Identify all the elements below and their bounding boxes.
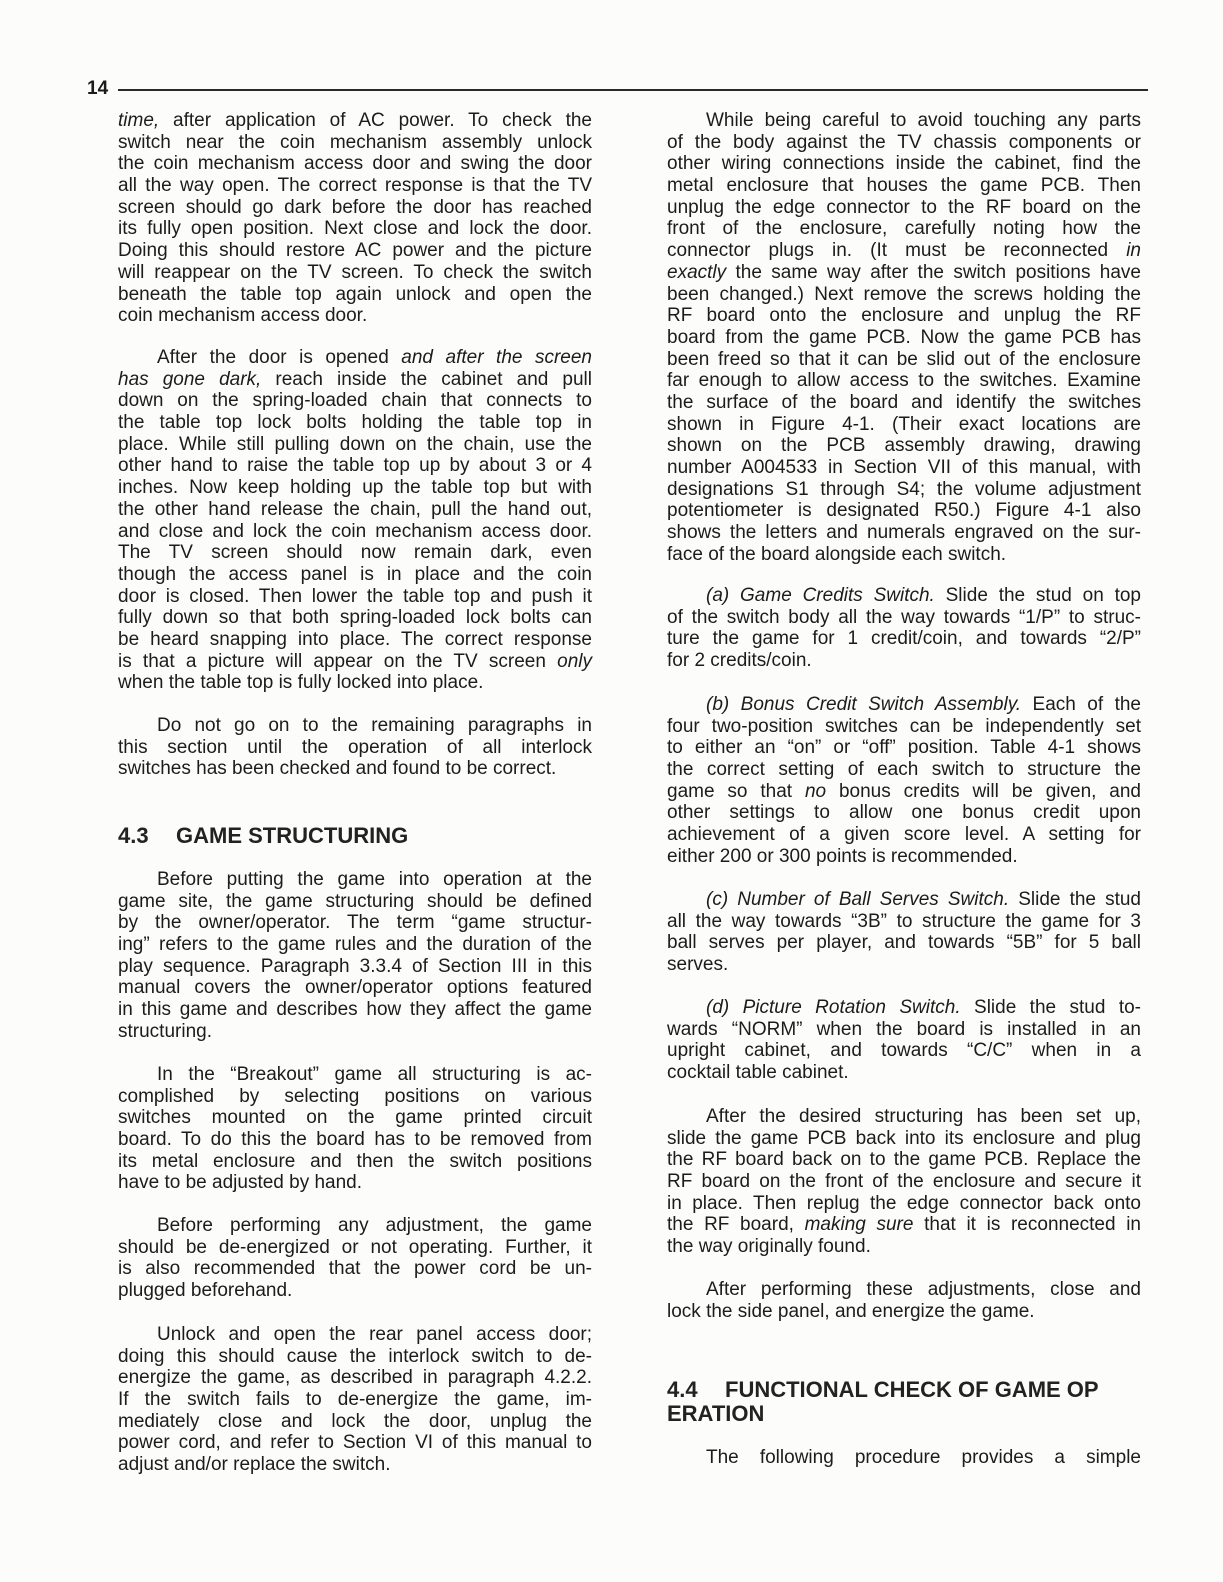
text-line: its metal enclosure and then the switch positions — [118, 1150, 592, 1172]
paragraph — [667, 889, 1141, 976]
text-line: have to be adjusted by hand. — [118, 1172, 363, 1194]
text-line: coin mechanism access door. — [118, 305, 368, 327]
text-line: While being careful to avoid touching any parts — [706, 110, 1141, 131]
text-line: achievement of a given score level. A setting for — [667, 824, 1141, 846]
text-line: number A004533 in Section VII of this manual, with — [667, 457, 1141, 478]
text-line: board from the game PCB. Now the game PCB has — [667, 326, 1141, 348]
text-line: for 2 credits/coin. — [667, 650, 812, 672]
text-line: ball serves per player, and towards “5B” for 5 ball — [667, 932, 1141, 954]
paragraph — [118, 869, 592, 1043]
text-line: when the table top is fully locked into place. — [118, 672, 484, 694]
text-line: If the switch fails to de-energize the game, im- — [118, 1389, 592, 1411]
text-line: shown in Figure 4-1. (Their exact locations are — [667, 413, 1141, 435]
text-line: cocktail table cabinet. — [667, 1062, 849, 1084]
text-line: will reappear on the TV screen. To check the switch — [118, 261, 592, 283]
text-line: other wiring connections inside the cabinet, find the — [667, 153, 1141, 175]
text-line: the way originally found. — [667, 1236, 871, 1258]
text-line: to either an “on” or “off” position. Table 4-1 shows — [667, 737, 1141, 759]
paragraph — [118, 1324, 592, 1476]
emphasis: in — [1126, 240, 1141, 262]
text-line: designations S1 through S4; the volume adjustment — [667, 478, 1141, 500]
text-line: Before performing any adjustment, the game — [157, 1215, 592, 1236]
text-line: doing this should cause the interlock switch to de- — [118, 1345, 592, 1367]
text-line: After the desired structuring has been set up, — [706, 1106, 1141, 1127]
text-line: and close and lock the coin mechanism access door. — [118, 520, 592, 542]
text-line: exactly the same way after the switch positions have — [667, 261, 1141, 283]
text-line: (d) Picture Rotation Switch. Slide the stud to- — [706, 997, 1141, 1018]
text-line: other hand to raise the table top up by about 3 or 4 — [118, 455, 592, 477]
emphasis: (a) Game Credits Switch. — [706, 585, 935, 606]
text-line: manual covers the owner/operator options featured — [118, 977, 592, 999]
text-line: play sequence. Paragraph 3.3.4 of Section III in this — [118, 955, 592, 977]
text-line: its fully open position. Next close and lock the door. — [118, 218, 592, 240]
paragraph — [118, 347, 592, 694]
text-line: is that a picture will appear on the TV screen only — [118, 650, 592, 672]
text-line: door is closed. Then lower the table top and push it — [118, 585, 592, 607]
text-line: Before putting the game into operation at the — [157, 869, 592, 890]
paragraph — [118, 1215, 592, 1302]
text-line: RF board on the front of the enclosure and secure it — [667, 1171, 1141, 1193]
text-line: either 200 or 300 points is recommended. — [667, 845, 1018, 867]
text-line: far enough to allow access to the switches. Examine — [667, 370, 1141, 392]
text-line: be heard snapping into place. The correct response — [118, 628, 592, 650]
paragraph — [118, 1064, 592, 1194]
text-line: mediately close and lock the door, unplug the — [118, 1410, 592, 1432]
text-line: Unlock and open the rear panel access door; — [157, 1324, 592, 1345]
text-line: of the switch body all the way towards “1/P” to struc- — [667, 606, 1141, 628]
text-line: game so that no bonus credits will be given, and — [667, 780, 1142, 802]
text-line: though the access panel is in place and the coin — [118, 563, 592, 585]
text-line: ture the game for 1 credit/coin, and towards “2/P” — [667, 628, 1141, 650]
paragraph — [667, 585, 1141, 672]
text-line: the correct setting of each switch to structure the — [667, 759, 1141, 781]
text-line: been changed.) Next remove the screws holding the — [667, 283, 1141, 305]
text-line: the table top lock bolts holding the table top in — [118, 412, 592, 434]
paragraph — [667, 997, 1141, 1084]
text-line: After the door is opened and after the screen — [157, 347, 592, 368]
text-line: Doing this should restore AC power and the picture — [118, 240, 592, 262]
text-line: metal enclosure that houses the game PCB. Then — [667, 175, 1141, 197]
text-line: other settings to allow one bonus credit upon — [667, 802, 1141, 824]
text-line: place. While still pulling down on the chain, use the — [118, 433, 592, 455]
text-line: (c) Number of Ball Serves Switch. Slide the stud — [706, 889, 1141, 910]
text-line: switches mounted on the game printed circuit — [118, 1107, 592, 1129]
text-line: the RF board back on to the game PCB. Replace the — [667, 1149, 1141, 1171]
text-line: game site, the game structuring should be defined — [118, 890, 592, 912]
section-title-continued: ERATION — [667, 1401, 765, 1426]
paragraph — [667, 1279, 1141, 1322]
text-line: time, after application of AC power. To check the — [118, 110, 592, 131]
text-line: the RF board, making sure that it is reconnected in — [667, 1214, 1141, 1236]
emphasis: only — [557, 650, 592, 672]
text-line: shows the letters and numerals engraved on the sur- — [667, 522, 1141, 544]
paragraph — [667, 1106, 1141, 1258]
text-line: the other hand release the chain, pull the hand out, — [118, 498, 592, 520]
text-line: switch near the coin mechanism assembly unlock — [118, 131, 592, 153]
text-line: unplug the edge connector to the RF board on the — [667, 196, 1141, 218]
text-line: plugged beforehand. — [118, 1280, 293, 1302]
text-line: structuring. — [118, 1020, 212, 1042]
text-line: is also recommended that the power cord be un- — [118, 1258, 592, 1280]
text-line: energize the game, as described in paragraph 4.2.2. — [118, 1367, 592, 1389]
text-line: adjust and/or replace the switch. — [118, 1454, 391, 1476]
section-heading-4-4 — [667, 1378, 1099, 1426]
text-line: four two-position switches can be independently set — [667, 715, 1141, 737]
text-line: fully down so that both spring-loaded lock bolts can — [118, 607, 592, 629]
text-line: serves. — [667, 954, 729, 976]
text-line: this section until the operation of all interlock — [118, 736, 592, 758]
paragraph — [667, 694, 1141, 868]
text-line: (a) Game Credits Switch. Slide the stud on top — [706, 585, 1141, 606]
emphasis: and after the screen — [401, 347, 592, 368]
text-line: connector plugs in. (It must be reconnected in — [667, 240, 1141, 262]
text-line: complished by selecting positions on various — [118, 1085, 592, 1107]
text-line: the coin mechanism access door and swing the door — [118, 153, 592, 175]
text-line: The TV screen should now remain dark, even — [118, 542, 592, 564]
section-number: 4.3 — [118, 823, 149, 848]
text-line: in place. Then replug the edge connector back onto — [667, 1192, 1141, 1214]
page-number: 14 — [87, 78, 109, 99]
text-line: face of the board alongside each switch. — [667, 543, 1007, 565]
text-line: of the body against the TV chassis components or — [667, 131, 1141, 153]
text-line: The following procedure provides a simple — [706, 1447, 1141, 1468]
text-line: all the way towards “3B” to structure the game for 3 — [667, 910, 1141, 932]
emphasis: (b) Bonus Credit Switch Assembly. — [706, 694, 1022, 715]
emphasis: (d) Picture Rotation Switch. — [706, 997, 961, 1018]
paragraph — [118, 110, 592, 327]
text-line: switches has been checked and found to be correct. — [118, 758, 557, 780]
text-line: power cord, and refer to Section VI of this manual to — [118, 1432, 592, 1454]
section-title: GAME STRUCTURING — [176, 823, 409, 848]
text-line: RF board onto the enclosure and unplug the RF — [667, 305, 1141, 327]
header-rule — [118, 89, 1148, 91]
text-line: been freed so that it can be slid out of the enclosure — [667, 348, 1141, 370]
text-line: Do not go on to the remaining paragraphs in — [157, 715, 592, 736]
text-line: wards “NORM” when the board is installed in an — [667, 1018, 1141, 1040]
paragraph — [667, 1447, 1141, 1469]
text-line: inches. Now keep holding up the table top but with — [118, 477, 592, 499]
emphasis: (c) Number of Ball Serves Switch. — [706, 889, 1010, 910]
text-line: has gone dark, reach inside the cabinet and pull — [118, 368, 592, 390]
text-line: After performing these adjustments, close and — [706, 1279, 1141, 1300]
paragraph — [667, 110, 1141, 565]
text-line: (b) Bonus Credit Switch Assembly. Each of the — [706, 694, 1142, 715]
section-title: FUNCTIONAL CHECK OF GAME OP — [725, 1377, 1099, 1402]
text-line: by the owner/operator. The term “game structur- — [118, 912, 592, 934]
text-line: front of the enclosure, carefully noting how the — [667, 218, 1141, 240]
emphasis: making sure — [804, 1214, 914, 1236]
section-heading-4-3 — [118, 824, 408, 848]
text-line: beneath the table top again unlock and open the — [118, 283, 592, 305]
text-line: upright cabinet, and towards “C/C” when in a — [667, 1040, 1141, 1062]
text-line: shown on the PCB assembly drawing, drawing — [667, 435, 1141, 457]
text-line: In the “Breakout” game all structuring is ac- — [157, 1064, 592, 1085]
emphasis: time, — [118, 110, 160, 131]
text-line: should be de-energized or not operating. Further, it — [118, 1236, 592, 1258]
text-line: potentiometer is designated R50.) Figure 4-1 also — [667, 500, 1141, 522]
emphasis: exactly — [667, 261, 727, 283]
text-line: the surface of the board and identify the switches — [667, 391, 1141, 413]
paragraph — [118, 715, 592, 780]
emphasis: has gone dark, — [118, 368, 262, 390]
text-line: all the way open. The correct response is that the TV — [118, 175, 592, 197]
text-line: lock the side panel, and energize the game. — [667, 1300, 1035, 1322]
text-line: screen should go dark before the door has reached — [118, 196, 592, 218]
section-number: 4.4 — [667, 1377, 698, 1402]
text-line: board. To do this the board has to be removed from — [118, 1129, 592, 1151]
text-line: slide the game PCB back into its enclosure and plug — [667, 1127, 1141, 1149]
text-line: ing” refers to the game rules and the duration of the — [118, 934, 592, 956]
emphasis: no — [804, 780, 827, 802]
text-line: in this game and describes how they affect the game — [118, 999, 592, 1021]
text-line: down on the spring-loaded chain that connects to — [118, 390, 592, 412]
